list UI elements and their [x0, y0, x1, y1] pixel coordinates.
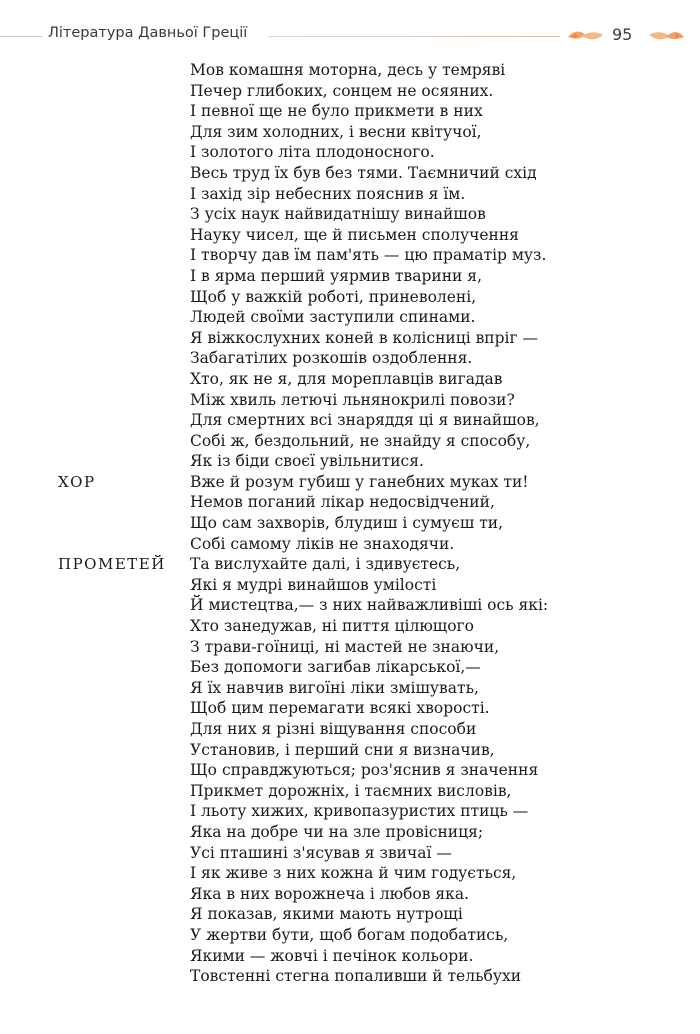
- verse-text: Собі ж, бездольний, не знайду я способу,: [190, 431, 531, 450]
- verse-text: І як живе з них кожна й чим годується,: [190, 864, 517, 883]
- verse-text: З трави-гоїниці, ні мастей не знаючи,: [190, 637, 500, 656]
- verse-text: Якими — жовчі і печінок кольори.: [190, 946, 474, 965]
- verse-line: [0, 822, 700, 843]
- speaker-name: ПРОМЕТЕЙ: [58, 555, 166, 574]
- verse-line: [0, 81, 700, 102]
- verse-text: І захід зір небесних пояснив я їм.: [190, 184, 466, 203]
- verse-text: З усіх наук найвидатнішу винайшов: [190, 205, 486, 224]
- verse-text: І золотого літа плодоносного.: [190, 143, 435, 162]
- verse-line: [0, 348, 700, 369]
- verse-line: [0, 863, 700, 884]
- verse-text: Що справджуються; роз'яснив я значення: [190, 761, 539, 780]
- page-number: 95: [612, 25, 633, 44]
- verse-line: [0, 410, 700, 431]
- verse-text: Для смертних всі знаряддя ці я винайшов,: [190, 411, 540, 430]
- header-rule-right: [268, 36, 560, 37]
- verse-text: Людей своїми заступили спинами.: [190, 308, 476, 327]
- verse-text: Печер глибоких, сонцем не осяяних.: [190, 81, 494, 100]
- verse-line: [0, 946, 700, 967]
- verse-text: Без допомоги загибав лікарської,—: [190, 658, 481, 677]
- verse-line: [0, 781, 700, 802]
- verse-line: [0, 719, 700, 740]
- verse-text: І творчу дав їм пам'ять — цю праматір муз.: [190, 246, 547, 265]
- verse-text: Установив, і перший сни я визначив,: [190, 740, 495, 759]
- verse-text: Вже й розум губиш у ганебних муках ти!: [190, 472, 529, 491]
- verse-text: Собі самому ліків не знаходячи.: [190, 534, 455, 553]
- verse-text: Яка на добре чи на зле провісниця;: [190, 822, 484, 841]
- verse-text: Я їх навчив вигоїні ліки змішувать,: [190, 678, 479, 697]
- verse-text: І певної ще не було прикмети в них: [190, 102, 483, 121]
- verse-text: Для зим холодних, і весни квітучої,: [190, 122, 482, 141]
- verse-text: І в ярма перший уярмив тварини я,: [190, 266, 483, 285]
- verse-line: [0, 904, 700, 925]
- verse-text: Я показав, якими мають нутрощі: [190, 905, 463, 924]
- verse-line: [0, 369, 700, 390]
- verse-line: [0, 307, 700, 328]
- verse-line: [0, 760, 700, 781]
- verse-text: Товстенні стегна попаливши й тельбухи: [190, 967, 522, 986]
- verse-line: [0, 472, 700, 493]
- verse-line: [0, 225, 700, 246]
- verse-text: Хто занедужав, ні пиття цілющого: [190, 617, 475, 636]
- verse-line: [0, 925, 700, 946]
- verse-line: [0, 204, 700, 225]
- running-title: Література Давньої Греції: [48, 25, 248, 41]
- verse-text: Усі пташині з'ясував я звичаї —: [190, 843, 452, 862]
- verse-line: [0, 554, 700, 575]
- verse-line: [0, 534, 700, 555]
- verse-line: [0, 492, 700, 513]
- verse-line: [0, 575, 700, 596]
- verse-text: Щоб у важкій роботі, приневолені,: [190, 287, 477, 306]
- verse-text: Яка в них ворожнеча і любов яка.: [190, 884, 470, 903]
- leaf-ornament-icon: [646, 27, 686, 45]
- verse-text: Для них я різні віщування способи: [190, 720, 477, 738]
- verse-line: [0, 390, 700, 411]
- verse-line: [0, 122, 700, 143]
- leaf-ornament-icon: [566, 27, 606, 45]
- verse-text: Які я мудрі винайшов уміlості: [190, 575, 437, 594]
- verse-line: [0, 678, 700, 699]
- verse-line: [0, 431, 700, 452]
- verse-line: [0, 101, 700, 122]
- verse-line: [0, 245, 700, 266]
- verse-text: Як із біди своєї увільнитися.: [190, 452, 424, 471]
- verse-text: Мов комашня моторна, десь у темряві: [190, 61, 506, 79]
- header-rule-left: [0, 36, 42, 37]
- verse-text: Й мистецтва,— з них найважливіші ось які:: [190, 596, 549, 615]
- verse-line: [0, 966, 700, 987]
- verse-text: Між хвиль летючі льнянокрилі повози?: [190, 390, 515, 409]
- verse-line: [0, 884, 700, 905]
- verse-text: Науку чисел, ще й письмен сполучення: [190, 225, 519, 244]
- verse-text: Хто, як не я, для мореплавців вигадав: [190, 369, 503, 388]
- verse-line: [0, 184, 700, 205]
- verse-line: [0, 451, 700, 472]
- verse-line: [0, 163, 700, 184]
- verse-text: Прикмет дорожніх, і таємних висловів,: [190, 781, 512, 800]
- verse-line: [0, 266, 700, 287]
- verse-text: Забагатілих розкошів оздоблення.: [190, 349, 473, 368]
- verse-line: [0, 60, 700, 81]
- verse-text: Та вислухайте далі, і здивуєтесь,: [190, 555, 461, 574]
- verse-line: [0, 801, 700, 822]
- speaker-name: ХОР: [58, 472, 96, 491]
- verse-text: Щоб цим перемагати всякі хворості.: [190, 699, 490, 718]
- verse-text: Що сам захворів, блудиш і сумуєш ти,: [190, 514, 504, 533]
- verse-line: [0, 595, 700, 616]
- verse-line: [0, 616, 700, 637]
- verse-line: [0, 740, 700, 761]
- verse-line: [0, 698, 700, 719]
- verse-line: [0, 657, 700, 678]
- verse-text: Весь труд їх був без тями. Таємничий схід: [190, 163, 537, 182]
- drama-text: [0, 60, 700, 987]
- verse-line: [0, 287, 700, 308]
- verse-line: [0, 513, 700, 534]
- verse-line: [0, 843, 700, 864]
- verse-text: Я віжкослухних коней в колісниці впріг —: [190, 328, 539, 347]
- verse-line: [0, 637, 700, 658]
- verse-text: У жертви бути, щоб богам подобатись,: [190, 925, 509, 944]
- verse-text: І льоту хижих, кривопазуристих птиць —: [190, 802, 529, 821]
- verse-line: [0, 328, 700, 349]
- verse-line: [0, 142, 700, 163]
- verse-text: Немов поганий лікар недосвідчений,: [190, 493, 495, 512]
